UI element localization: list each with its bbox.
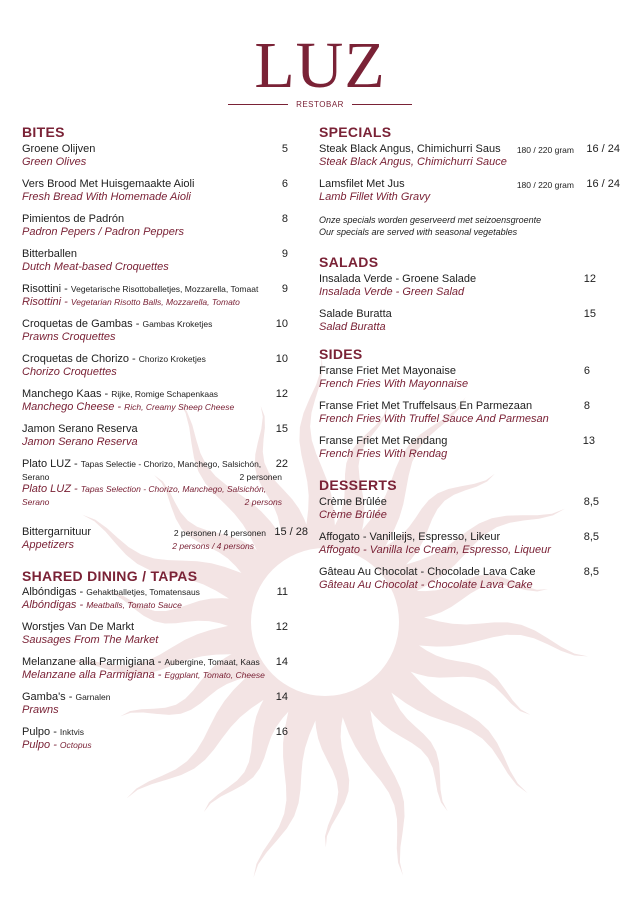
- menu-item: [22, 655, 288, 682]
- menu-item-bittergarnituur: [22, 525, 308, 552]
- left-column: [22, 124, 308, 752]
- item-description: Inktvis: [59, 727, 85, 737]
- item-price: 12: [275, 388, 288, 400]
- item-name: Vers Brood Met Huisgemaakte Aioli: [22, 178, 195, 190]
- section-title-bites: BITES: [22, 124, 65, 140]
- specials-note-translation: Our specials are served with seasonal vegetables: [319, 227, 518, 237]
- item-translation: Fresh Bread With Homemade Aioli: [22, 191, 191, 203]
- item-name: Franse Friet Met Mayonaise: [319, 365, 456, 377]
- menu-item: [319, 177, 620, 204]
- menu-item: [319, 565, 620, 592]
- item-price: 16: [275, 726, 288, 738]
- item-name: Franse Friet Met Rendang: [319, 435, 448, 447]
- item-price: 16 / 24: [586, 178, 620, 190]
- item-description: Chorizo Kroketjes: [138, 354, 206, 364]
- item-name: Crème Brûlée: [319, 496, 387, 508]
- logo-subtitle: RESTOBAR: [296, 100, 344, 109]
- item-name: Salade Buratta: [319, 308, 392, 320]
- item-price: 8,5: [583, 566, 599, 578]
- item-price: 8: [583, 400, 590, 412]
- item-description: Garnalen: [75, 692, 111, 702]
- item-description: Tapas Selectie - Chorizo, Manchego, Salsichón,: [80, 459, 262, 469]
- item-name: Pulpo -: [22, 726, 60, 738]
- menu-item: [22, 177, 288, 204]
- item-translation: Manchego Cheese -: [22, 401, 125, 413]
- item-translation: Padron Pepers / Padron Peppers: [22, 226, 185, 238]
- item-name: Groene Olijven: [22, 143, 96, 155]
- menu-item: [319, 142, 620, 169]
- item-translation: Jamon Serano Reserva: [22, 436, 138, 448]
- item-description: Rijke, Romige Schapenkaas: [111, 389, 219, 399]
- item-translation: French Fries With Rendag: [319, 448, 448, 460]
- item-translation-description: Rich, Creamy Sheep Cheese: [124, 402, 235, 412]
- menu-item: [22, 352, 288, 379]
- item-translation: Pulpo -: [22, 739, 60, 751]
- section-title-sides: SIDES: [319, 346, 363, 362]
- item-translation: Prawns: [22, 704, 59, 716]
- item-price: 5: [281, 143, 288, 155]
- item-price: 6: [281, 178, 288, 190]
- item-translation: Affogato - Vanilla Ice Cream, Espresso, Liqueur: [319, 544, 551, 556]
- menu-item: [319, 272, 620, 299]
- item-name: Worstjes Van De Markt: [22, 621, 135, 633]
- item-description: Vegetarische Risottoballetjes, Mozzarella, Tomaat: [70, 284, 259, 294]
- item-translation: Risottini -: [22, 296, 71, 308]
- menu-item: [22, 620, 288, 647]
- item-translation: Sausages From The Market: [22, 634, 159, 646]
- menu-item: [22, 725, 288, 752]
- item-translation: Lamb Fillet With Gravy: [319, 191, 431, 203]
- item-persons: 2 personen / 4 personen: [173, 528, 266, 538]
- item-name: Gâteau Au Chocolat - Chocolade Lava Cake: [319, 566, 536, 578]
- item-name: Plato LUZ -: [22, 458, 81, 470]
- item-translation-description: Eggplant, Tomato, Cheese: [164, 670, 265, 680]
- item-price: 10: [275, 353, 288, 365]
- item-translation: Chorizo Croquettes: [22, 366, 117, 378]
- item-translation: Gâteau Au Chocolat - Chocolate Lava Cake: [319, 579, 533, 591]
- menu-item: [319, 399, 620, 426]
- menu-item: [319, 530, 620, 557]
- logo: [0, 29, 640, 109]
- item-price: 9: [281, 283, 288, 295]
- item-translation: Appetizers: [22, 539, 74, 551]
- item-price: 15: [583, 308, 596, 320]
- item-translation: Crème Brûlée: [319, 509, 387, 521]
- item-name: Albóndigas -: [22, 586, 87, 598]
- section-title-salads: SALADS: [319, 254, 379, 270]
- item-translation-persons: 2 persons: [244, 497, 282, 507]
- item-translation: Insalada Verde - Green Salad: [319, 286, 465, 298]
- logo-divider-left: [228, 104, 288, 105]
- item-description: Gambas Kroketjes: [142, 319, 213, 329]
- item-translation-persons: 2 persons / 4 persons: [172, 541, 254, 551]
- menu-item: [319, 307, 620, 334]
- item-translation-description: Tapas Selection - Chorizo, Manchego, Salsichón,: [80, 484, 267, 494]
- menu-item: [22, 142, 288, 169]
- item-name: Franse Friet Met Truffelsaus En Parmezaan: [319, 400, 533, 412]
- item-name: Pimientos de Padrón: [22, 213, 125, 225]
- item-price: 9: [281, 248, 288, 260]
- item-translation-description: Vegetarian Risotto Balls, Mozzarella, Tomato: [70, 297, 240, 307]
- item-name: Croquetas de Chorizo -: [22, 353, 139, 365]
- item-price: 22: [275, 458, 288, 470]
- item-translation: Dutch Meat-based Croquettes: [22, 261, 169, 273]
- item-translation-description-cont: Serano: [22, 497, 50, 507]
- item-translation: French Fries With Mayonnaise: [319, 378, 469, 390]
- item-translation: Melanzane alla Parmigiana -: [22, 669, 165, 681]
- item-translation: Salad Buratta: [319, 321, 386, 333]
- item-price: 8,5: [583, 531, 599, 543]
- item-translation: French Fries With Truffel Sauce And Parmesan: [319, 413, 549, 425]
- item-translation: Prawns Croquettes: [22, 331, 116, 343]
- right-column: [319, 124, 620, 592]
- item-price: 14: [275, 691, 288, 703]
- menu-item: [319, 434, 620, 461]
- logo-text: LUZ: [254, 29, 386, 102]
- item-price: 15 / 28: [274, 526, 308, 538]
- item-name: Risottini -: [22, 283, 71, 295]
- item-price: 8: [281, 213, 288, 225]
- item-persons: 2 personen: [239, 472, 282, 482]
- menu-item: [22, 247, 288, 274]
- item-name: Lamsfilet Met Jus: [319, 178, 405, 190]
- item-price: 16 / 24: [586, 143, 620, 155]
- item-weight: 180 / 220 gram: [516, 145, 574, 155]
- item-price: 6: [583, 365, 590, 377]
- menu-item: [22, 212, 288, 239]
- item-translation-description: Meatballs, Tomato Sauce: [86, 600, 182, 610]
- item-price: 13: [582, 435, 595, 447]
- item-price: 15: [275, 423, 288, 435]
- menu-item-plato-luz: [22, 457, 288, 509]
- menu-item: [22, 282, 288, 309]
- item-translation: Green Olives: [22, 156, 87, 168]
- item-price: 10: [275, 318, 288, 330]
- item-price: 12: [583, 273, 596, 285]
- item-name: Bitterballen: [22, 248, 78, 260]
- menu-item: [319, 364, 620, 391]
- menu-item: [22, 690, 288, 717]
- item-price: 14: [275, 656, 288, 668]
- menu-item: [22, 317, 288, 344]
- item-description: Gehaktballetjes, Tomatensaus: [86, 587, 200, 597]
- item-name: Insalada Verde - Groene Salade: [319, 273, 477, 285]
- item-price: 11: [276, 586, 288, 598]
- item-name: Affogato - Vanilleijs, Espresso, Likeur: [319, 531, 501, 543]
- section-title-desserts: DESSERTS: [319, 477, 397, 493]
- item-description-cont: Serano: [22, 472, 50, 482]
- menu-item: [22, 585, 288, 612]
- specials-note: Onze specials worden geserveerd met seizoensgroente: [319, 215, 542, 225]
- logo-divider-right: [352, 104, 412, 105]
- item-translation: Albóndigas -: [22, 599, 87, 611]
- item-description: Aubergine, Tomaat, Kaas: [164, 657, 260, 667]
- item-name: Jamon Serano Reserva: [22, 423, 138, 435]
- item-weight: 180 / 220 gram: [516, 180, 574, 190]
- item-name: Melanzane alla Parmigiana -: [22, 656, 165, 668]
- item-name: Manchego Kaas -: [22, 388, 112, 400]
- section-title-specials: SPECIALS: [319, 124, 392, 140]
- menu-item: [319, 495, 620, 522]
- item-name: Croquetas de Gambas -: [22, 318, 143, 330]
- item-translation-description: Octopus: [59, 740, 92, 750]
- item-price: 12: [275, 621, 288, 633]
- item-name: Gamba's -: [22, 691, 76, 703]
- section-title-shared-dining: SHARED DINING / TAPAS: [22, 568, 198, 584]
- item-name: Steak Black Angus, Chimichurri Saus: [319, 143, 501, 155]
- item-translation: Plato LUZ -: [22, 483, 81, 495]
- menu-item: [22, 387, 288, 414]
- item-name: Bittergarnituur: [22, 526, 92, 538]
- item-translation: Steak Black Angus, Chimichurri Sauce: [319, 156, 507, 168]
- item-price: 8,5: [583, 496, 599, 508]
- menu-item: [22, 422, 288, 449]
